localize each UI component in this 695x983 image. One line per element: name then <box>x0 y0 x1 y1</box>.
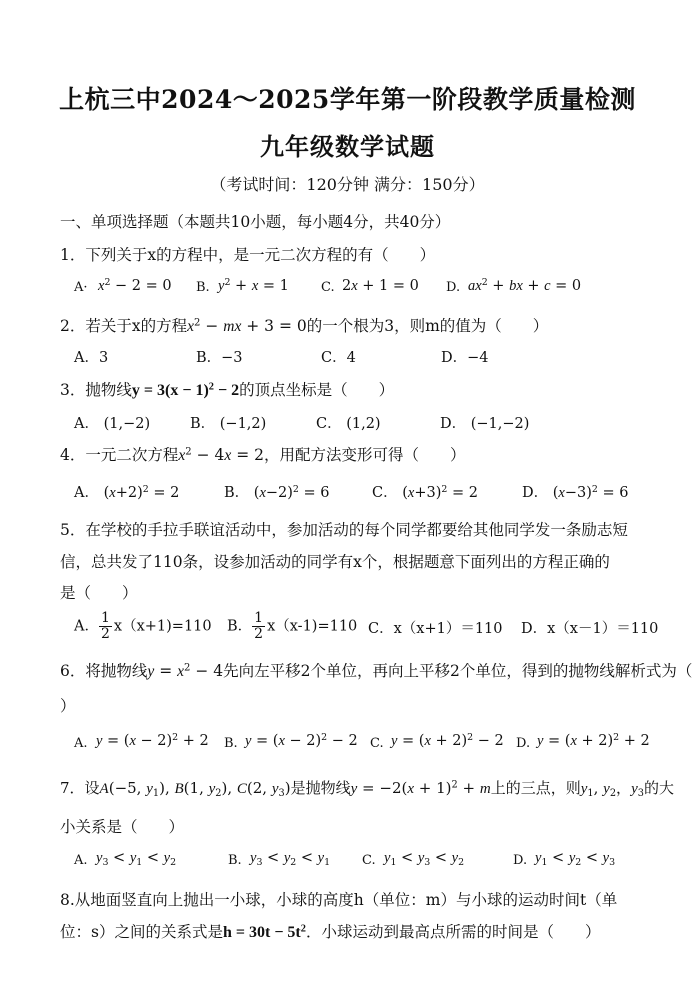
q2-option-c: C．4 <box>321 350 356 366</box>
q3-option-a: A． (1,−2) <box>74 416 151 432</box>
question-7-line-2: 小关系是（ ） <box>60 818 185 836</box>
question-7-stem: 7．设A(−5, $y_1$), B(1, $y_2$), C(2, $y_3$)是抛物线$y = -2(x + 1)^2 + m$上的三点，则$y_1$, $y_2$，$y_3$的大 <box>60 779 674 799</box>
q2-option-d: D．−4 <box>441 350 489 366</box>
q6-option-c-label: C. <box>370 736 384 751</box>
exam-subtitle: 九年级数学试题 <box>260 132 435 161</box>
q4-option-c: C． $(x+3)^2 = 2$ <box>372 483 478 501</box>
question-5-line-2: 信，总共发了110条，设参加活动的同学有x个，根据题意下面列出的方程正确的 <box>60 553 610 571</box>
question-8-line-2: 位：s）之间的关系式是$h = 30t - 5t^2$．小球运动到最高点所需的时间是（ ） <box>60 923 601 941</box>
q1-option-c-label: C. <box>321 280 335 295</box>
q4-option-d: D． $(x-3)^2 = 6$ <box>522 483 629 501</box>
q6-option-d: $y = (x + 2)^2 + 2$ <box>537 731 650 749</box>
question-1-stem: 1．下列关于x的方程中，是一元二次方程的有（ ） <box>60 246 436 264</box>
q6-option-d-label: D. <box>516 736 531 751</box>
q1-option-d: $ax^2$ + bx + c = 0 <box>468 276 582 294</box>
q1-option-b: $y^2 + x = 1$ <box>218 276 289 294</box>
q7-option-b: $y_3 < y_2 < y_1$ <box>250 850 331 868</box>
q7-option-d-label: D. <box>513 853 528 868</box>
q3-option-d: D． (−1,−2) <box>440 416 530 432</box>
q1-option-a-label: A· <box>74 280 88 295</box>
q5-option-b: B． $\frac{1}{2}$ x（x-1)=110 <box>227 610 358 642</box>
q1-option-a: $x^2 - 2 = 0$ <box>98 276 172 294</box>
q4-option-a: A． $(x+2)^2 = 2$ <box>74 483 180 501</box>
q1-option-c: 2x + 1 = 0 <box>342 278 419 294</box>
q6-option-a-label: A. <box>74 736 88 751</box>
q6-option-b-label: B. <box>224 736 238 751</box>
q7-option-c-label: C. <box>362 853 376 868</box>
q7-option-a: $y_3 < y_1 < y_2$ <box>96 850 177 868</box>
exam-info: （考试时间：120分钟 满分：150分） <box>210 175 485 194</box>
q7-option-c: $y_1 < y_3 < y_2$ <box>384 850 465 868</box>
question-3-stem: 3．抛物线$y = 3(x - 1)^2 - 2$的顶点坐标是（ ） <box>60 381 395 399</box>
q3-option-c: C． (1,2) <box>316 416 381 432</box>
question-6-stem: 6．将抛物线$y = x^2 - 4$先向左平移2个单位，再向上平移2个单位，得到的抛物线解析式为（ <box>60 662 693 680</box>
q2-option-b: B．−3 <box>196 350 243 366</box>
q6-option-a: $y = (x - 2)^2 + 2$ <box>96 731 209 749</box>
exam-title: 上杭三中2024～2025学年第一阶段教学质量检测 <box>59 85 636 114</box>
question-8-line-1: 8.从地面竖直向上抛出一小球，小球的高度h（单位：m）与小球的运动时间t（单 <box>60 891 618 909</box>
question-5-line-3: 是（ ） <box>60 584 138 602</box>
q7-option-b-label: B. <box>228 853 242 868</box>
q7-option-d: $y_1 < y_2 < y_3$ <box>535 850 616 868</box>
section-title: 一、单项选择题（本题共10小题，每小题4分，共40分） <box>60 213 451 231</box>
q6-option-c: $y = (x + 2)^2 - 2$ <box>391 731 504 749</box>
q1-option-b-label: B. <box>196 280 210 295</box>
q4-option-b: B． $(x-2)^2 = 6$ <box>224 483 330 501</box>
question-4-stem: 4．一元二次方程$x^2 - 4x = 2$，用配方法变形可得（ ） <box>60 446 466 464</box>
question-6-line-2: ） <box>60 697 76 715</box>
question-2-stem: 2．若关于x的方程$x^2$ − mx + 3 = 0的一个根为3，则m的值为（ ） <box>60 317 549 335</box>
q2-option-a: A．3 <box>74 350 109 366</box>
q3-option-b: B． (−1,2) <box>190 416 267 432</box>
q5-option-d: D．x（x－1）＝110 <box>521 621 659 637</box>
q1-option-d-label: D. <box>446 280 461 295</box>
question-5-line-1: 5．在学校的手拉手联谊活动中，参加活动的每个同学都要给其他同学发一条励志短 <box>60 521 628 539</box>
q5-option-c: C．x（x+1）＝110 <box>368 621 503 637</box>
q7-option-a-label: A. <box>74 853 88 868</box>
q6-option-b: $y = (x - 2)^2 - 2$ <box>245 731 358 749</box>
q5-option-a: A． $\frac{1}{2}$ x（x+1)=110 <box>74 610 212 642</box>
